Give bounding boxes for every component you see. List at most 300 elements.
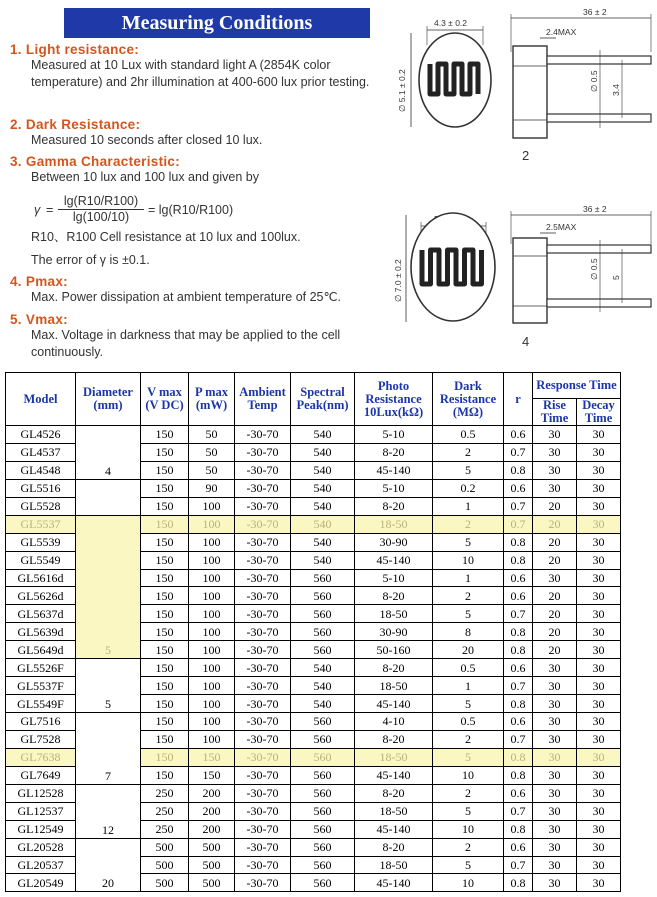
cell-diameter: 5	[76, 515, 141, 659]
cell-photo: 45-140	[355, 461, 433, 479]
header-model: Model	[6, 373, 76, 426]
header-dark-resistance: Dark Resistance (MΩ)	[433, 373, 504, 426]
cell-r: 0.8	[504, 874, 533, 892]
cell-photo: 18-50	[355, 677, 433, 695]
cell-rise: 20	[533, 587, 577, 605]
cell-pmax: 500	[189, 856, 235, 874]
cell-pmax: 100	[189, 695, 235, 713]
cell-photo: 45-140	[355, 766, 433, 784]
cell-photo: 5-10	[355, 569, 433, 587]
cell-r: 0.7	[504, 856, 533, 874]
cell-decay: 30	[577, 820, 621, 838]
formula-rhs: = lg(R10/R100)	[148, 203, 234, 217]
cell-dark: 5	[433, 533, 504, 551]
cell-ambient: -30-70	[235, 713, 291, 731]
cell-vmax: 150	[141, 748, 189, 766]
cell-pmax: 100	[189, 605, 235, 623]
cell-dark: 10	[433, 766, 504, 784]
cell-r: 0.8	[504, 551, 533, 569]
cell-model: GL5537F	[6, 677, 76, 695]
cell-pmax: 90	[189, 479, 235, 497]
cell-ambient: -30-70	[235, 533, 291, 551]
cell-dark: 10	[433, 820, 504, 838]
cell-pmax: 100	[189, 623, 235, 641]
fig2-lead-label: ∅ 0.5	[589, 70, 599, 92]
cell-rise: 30	[533, 730, 577, 748]
cell-rise: 20	[533, 551, 577, 569]
cell-vmax: 150	[141, 533, 189, 551]
cell-rise: 30	[533, 426, 577, 444]
cell-spectral: 540	[291, 497, 355, 515]
cell-spectral: 560	[291, 605, 355, 623]
cell-photo: 18-50	[355, 748, 433, 766]
cell-dark: 5	[433, 605, 504, 623]
cell-vmax: 150	[141, 515, 189, 533]
cell-pmax: 500	[189, 874, 235, 892]
condition-heading: Pmax:	[25, 274, 68, 289]
cell-ambient: -30-70	[235, 659, 291, 677]
cell-spectral: 560	[291, 874, 355, 892]
cell-ambient: -30-70	[235, 461, 291, 479]
cell-r: 0.6	[504, 587, 533, 605]
cell-spectral: 560	[291, 766, 355, 784]
cell-r: 0.8	[504, 623, 533, 641]
cell-rise: 30	[533, 766, 577, 784]
condition-body: Measured 10 seconds after closed 10 lux.	[31, 133, 263, 147]
cell-rise: 20	[533, 533, 577, 551]
cell-rise: 20	[533, 623, 577, 641]
gamma-notes: R10、R100 Cell resistance at 10 lux and 100lux. The error of γ is ±0.1.	[31, 230, 301, 267]
cell-r: 0.6	[504, 784, 533, 802]
fig2-max-label: 2.4MAX	[546, 27, 577, 37]
cell-vmax: 150	[141, 497, 189, 515]
cell-pmax: 100	[189, 641, 235, 659]
cell-vmax: 150	[141, 695, 189, 713]
cell-dark: 2	[433, 443, 504, 461]
cell-r: 0.8	[504, 748, 533, 766]
cell-decay: 30	[577, 587, 621, 605]
cell-dark: 2	[433, 587, 504, 605]
cell-dark: 5	[433, 802, 504, 820]
cell-ambient: -30-70	[235, 605, 291, 623]
cell-diameter: 12	[76, 784, 141, 838]
cell-r: 0.8	[504, 461, 533, 479]
cell-photo: 8-20	[355, 497, 433, 515]
cell-model: GL4548	[6, 461, 76, 479]
cell-r: 0.6	[504, 659, 533, 677]
cell-photo: 30-90	[355, 533, 433, 551]
cell-pmax: 150	[189, 748, 235, 766]
cell-diameter	[76, 479, 141, 515]
cell-spectral: 560	[291, 802, 355, 820]
cell-decay: 30	[577, 730, 621, 748]
cell-rise: 20	[533, 605, 577, 623]
cell-pmax: 100	[189, 713, 235, 731]
cell-decay: 30	[577, 533, 621, 551]
cell-dark: 2	[433, 730, 504, 748]
cell-dark: 2	[433, 784, 504, 802]
header-rise-time: Rise Time	[533, 399, 577, 426]
cell-decay: 30	[577, 659, 621, 677]
cell-rise: 30	[533, 461, 577, 479]
cell-r: 0.7	[504, 677, 533, 695]
cell-model: GL5516	[6, 479, 76, 497]
header-photo-resistance: Photo Resistance 10Lux(kΩ)	[355, 373, 433, 426]
condition-body: Max. Voltage in darkness that may be applied to the cell continuously.	[31, 328, 341, 359]
cell-photo: 18-50	[355, 605, 433, 623]
fig2-width-label: 4.3 ± 0.2	[434, 18, 468, 28]
cell-r: 0.8	[504, 641, 533, 659]
formula-denominator: lg(100/10)	[72, 210, 130, 224]
condition-light-resistance: 1. Light resistance: Measured at 10 Lux with standard light A (2854K color temperature) and 2hr illumination at 400-600 lux prior testing.	[10, 42, 400, 91]
cell-pmax: 100	[189, 497, 235, 515]
cell-dark: 0.5	[433, 713, 504, 731]
cell-model: GL5537	[6, 515, 76, 533]
cell-vmax: 150	[141, 766, 189, 784]
cell-model: GL7528	[6, 730, 76, 748]
cell-r: 0.6	[504, 838, 533, 856]
cell-spectral: 540	[291, 659, 355, 677]
formula-numerator: lg(R10/R100)	[58, 194, 144, 210]
cell-diameter: 4	[76, 426, 141, 480]
condition-gamma: 3. Gamma Characteristic: Between 10 lux and 100 lux and given by	[10, 154, 400, 186]
cell-r: 0.8	[504, 533, 533, 551]
cell-diameter: 20	[76, 838, 141, 892]
cell-pmax: 100	[189, 569, 235, 587]
cell-spectral: 540	[291, 426, 355, 444]
cell-ambient: -30-70	[235, 695, 291, 713]
figure-label-2: 2	[522, 148, 530, 163]
condition-body: Max. Power dissipation at ambient temperature of 25℃.	[31, 290, 342, 304]
cell-dark: 1	[433, 497, 504, 515]
cell-r: 0.7	[504, 443, 533, 461]
header-pmax: P max (mW)	[189, 373, 235, 426]
cell-spectral: 560	[291, 587, 355, 605]
cell-vmax: 150	[141, 677, 189, 695]
condition-body: Between 10 lux and 100 lux and given by	[31, 170, 259, 184]
cell-model: GL12528	[6, 784, 76, 802]
cell-spectral: 560	[291, 623, 355, 641]
cell-model: GL5526F	[6, 659, 76, 677]
fig4-diameter-label: ∅ 7.0 ± 0.2	[393, 259, 403, 302]
condition-body: Measured at 10 Lux with standard light A (2854K color temperature) and 2hr illumination at 400-600 lux prior testing.	[31, 58, 370, 89]
cell-photo: 45-140	[355, 695, 433, 713]
table-row	[6, 426, 621, 444]
cell-r: 0.7	[504, 802, 533, 820]
cell-rise: 30	[533, 838, 577, 856]
table-row	[6, 713, 621, 731]
cell-photo: 45-140	[355, 820, 433, 838]
spec-table	[5, 372, 621, 892]
table-row	[6, 515, 621, 533]
cell-model: GL5649d	[6, 641, 76, 659]
cell-dark: 0.5	[433, 659, 504, 677]
cell-rise: 30	[533, 802, 577, 820]
cell-dark: 20	[433, 641, 504, 659]
cell-r: 0.8	[504, 695, 533, 713]
cell-dark: 1	[433, 677, 504, 695]
cell-r: 0.8	[504, 766, 533, 784]
cell-ambient: -30-70	[235, 587, 291, 605]
cell-ambient: -30-70	[235, 515, 291, 533]
cell-pmax: 200	[189, 802, 235, 820]
cell-spectral: 540	[291, 677, 355, 695]
cell-model: GL5626d	[6, 587, 76, 605]
cell-spectral: 540	[291, 461, 355, 479]
condition-heading: Light resistance:	[25, 42, 140, 57]
cell-vmax: 150	[141, 426, 189, 444]
fig2-length-label: 36 ± 2	[583, 7, 607, 17]
cell-model: GL5549	[6, 551, 76, 569]
cell-decay: 30	[577, 623, 621, 641]
cell-dark: 10	[433, 551, 504, 569]
cell-pmax: 200	[189, 820, 235, 838]
cell-photo: 18-50	[355, 856, 433, 874]
header-vmax: V max (V DC)	[141, 373, 189, 426]
cell-spectral: 540	[291, 443, 355, 461]
cell-vmax: 150	[141, 479, 189, 497]
cell-pmax: 100	[189, 551, 235, 569]
cell-vmax: 150	[141, 659, 189, 677]
cell-model: GL4537	[6, 443, 76, 461]
cell-ambient: -30-70	[235, 820, 291, 838]
fig4-lead-label: ∅ 0.5	[589, 258, 599, 280]
cell-ambient: -30-70	[235, 623, 291, 641]
cell-vmax: 150	[141, 461, 189, 479]
table-row	[6, 784, 621, 802]
cell-rise: 30	[533, 784, 577, 802]
drawing-figure-2	[397, 7, 651, 138]
cell-decay: 30	[577, 497, 621, 515]
figure-label-4: 4	[522, 334, 530, 349]
cell-vmax: 500	[141, 874, 189, 892]
cell-ambient: -30-70	[235, 497, 291, 515]
fig4-length-label: 36 ± 2	[583, 204, 607, 214]
cell-pmax: 100	[189, 659, 235, 677]
cell-model: GL20528	[6, 838, 76, 856]
cell-model: GL20537	[6, 856, 76, 874]
cell-ambient: -30-70	[235, 784, 291, 802]
cell-ambient: -30-70	[235, 677, 291, 695]
cell-ambient: -30-70	[235, 479, 291, 497]
cell-diameter: 7	[76, 713, 141, 785]
cell-photo: 8-20	[355, 784, 433, 802]
header-spectral-peak: Spectral Peak(nm)	[291, 373, 355, 426]
cell-rise: 30	[533, 874, 577, 892]
fig4-max-label: 2.5MAX	[546, 222, 577, 232]
cell-rise: 20	[533, 641, 577, 659]
cell-dark: 5	[433, 748, 504, 766]
cell-photo: 30-90	[355, 623, 433, 641]
cell-rise: 30	[533, 659, 577, 677]
cell-vmax: 150	[141, 569, 189, 587]
cell-ambient: -30-70	[235, 874, 291, 892]
cell-pmax: 100	[189, 515, 235, 533]
cell-model: GL7649	[6, 766, 76, 784]
cell-pmax: 50	[189, 461, 235, 479]
cell-dark: 2	[433, 838, 504, 856]
cell-ambient: -30-70	[235, 748, 291, 766]
cell-decay: 30	[577, 677, 621, 695]
cell-pmax: 100	[189, 677, 235, 695]
cell-vmax: 150	[141, 730, 189, 748]
cell-decay: 30	[577, 569, 621, 587]
cell-ambient: -30-70	[235, 802, 291, 820]
cell-decay: 30	[577, 838, 621, 856]
cell-spectral: 560	[291, 730, 355, 748]
cell-model: GL5616d	[6, 569, 76, 587]
drawing-figure-4	[393, 204, 651, 323]
cell-rise: 30	[533, 695, 577, 713]
cell-spectral: 540	[291, 695, 355, 713]
fig2-diameter-label: ∅ 5.1 ± 0.2	[397, 69, 407, 112]
condition-heading: Vmax:	[25, 312, 68, 327]
cell-model: GL12549	[6, 820, 76, 838]
cell-vmax: 500	[141, 856, 189, 874]
cell-rise: 20	[533, 497, 577, 515]
cell-dark: 5	[433, 461, 504, 479]
cell-pmax: 100	[189, 730, 235, 748]
condition-vmax: 5. Vmax: Max. Voltage in darkness that may be applied to the cell continuously.	[10, 312, 400, 361]
fig2-pitch-label: 3.4	[611, 84, 621, 96]
cell-spectral: 540	[291, 479, 355, 497]
page-title: Measuring Conditions	[64, 8, 370, 38]
cell-r: 0.8	[504, 820, 533, 838]
cell-pmax: 500	[189, 838, 235, 856]
cell-spectral: 560	[291, 856, 355, 874]
cell-vmax: 150	[141, 605, 189, 623]
cell-spectral: 560	[291, 784, 355, 802]
cell-pmax: 100	[189, 587, 235, 605]
cell-dark: 0.5	[433, 426, 504, 444]
cell-ambient: -30-70	[235, 569, 291, 587]
condition-pmax: 4. Pmax: Max. Power dissipation at ambient temperature of 25℃.	[10, 274, 400, 306]
cell-vmax: 250	[141, 784, 189, 802]
fig4-pitch-label: 5	[611, 275, 621, 280]
cell-model: GL4526	[6, 426, 76, 444]
header-ambient-temp: Ambient Temp	[235, 373, 291, 426]
cell-decay: 30	[577, 874, 621, 892]
cell-decay: 30	[577, 748, 621, 766]
cell-decay: 30	[577, 802, 621, 820]
header-decay-time: Decay Time	[577, 399, 621, 426]
spec-table-body	[6, 426, 621, 892]
header-response-time: Response Time	[533, 373, 621, 399]
cell-dark: 0.2	[433, 479, 504, 497]
cell-dark: 10	[433, 874, 504, 892]
cell-dark: 8	[433, 623, 504, 641]
cell-vmax: 150	[141, 641, 189, 659]
cell-rise: 20	[533, 515, 577, 533]
cell-rise: 30	[533, 820, 577, 838]
cell-vmax: 150	[141, 623, 189, 641]
cell-rise: 30	[533, 569, 577, 587]
cell-dark: 2	[433, 515, 504, 533]
condition-heading: Gamma Characteristic:	[25, 154, 181, 169]
cell-r: 0.6	[504, 426, 533, 444]
cell-r: 0.6	[504, 479, 533, 497]
cell-pmax: 100	[189, 533, 235, 551]
cell-vmax: 500	[141, 838, 189, 856]
cell-decay: 30	[577, 461, 621, 479]
cell-decay: 30	[577, 605, 621, 623]
cell-dark: 1	[433, 569, 504, 587]
cell-spectral: 540	[291, 533, 355, 551]
cell-diameter: 5	[76, 659, 141, 713]
cell-decay: 30	[577, 784, 621, 802]
cell-photo: 18-50	[355, 515, 433, 533]
cell-ambient: -30-70	[235, 766, 291, 784]
header-gamma: r	[504, 373, 533, 426]
cell-model: GL5528	[6, 497, 76, 515]
cell-decay: 30	[577, 426, 621, 444]
cell-model: GL7638	[6, 748, 76, 766]
table-row	[6, 659, 621, 677]
cell-ambient: -30-70	[235, 443, 291, 461]
cell-vmax: 150	[141, 587, 189, 605]
cell-photo: 8-20	[355, 587, 433, 605]
cell-decay: 30	[577, 766, 621, 784]
cell-photo: 45-140	[355, 551, 433, 569]
cell-model: GL7516	[6, 713, 76, 731]
cell-r: 0.6	[504, 569, 533, 587]
cell-photo: 50-160	[355, 641, 433, 659]
cell-decay: 30	[577, 713, 621, 731]
cell-r: 0.7	[504, 730, 533, 748]
cell-r: 0.6	[504, 713, 533, 731]
cell-photo: 45-140	[355, 874, 433, 892]
cell-photo: 8-20	[355, 730, 433, 748]
cell-dark: 5	[433, 695, 504, 713]
cell-spectral: 560	[291, 713, 355, 731]
cell-photo: 18-50	[355, 802, 433, 820]
cell-vmax: 150	[141, 713, 189, 731]
cell-vmax: 250	[141, 802, 189, 820]
cell-spectral: 560	[291, 569, 355, 587]
cell-ambient: -30-70	[235, 730, 291, 748]
cell-spectral: 560	[291, 641, 355, 659]
cell-spectral: 560	[291, 820, 355, 838]
cell-decay: 30	[577, 695, 621, 713]
cell-ambient: -30-70	[235, 551, 291, 569]
cell-rise: 30	[533, 677, 577, 695]
cell-r: 0.7	[504, 497, 533, 515]
cell-vmax: 150	[141, 443, 189, 461]
cell-photo: 8-20	[355, 838, 433, 856]
cell-vmax: 150	[141, 551, 189, 569]
cell-vmax: 250	[141, 820, 189, 838]
cell-rise: 30	[533, 443, 577, 461]
cell-decay: 30	[577, 856, 621, 874]
cell-pmax: 200	[189, 784, 235, 802]
cell-decay: 30	[577, 641, 621, 659]
condition-heading: Dark Resistance:	[25, 117, 141, 132]
cell-model: GL12537	[6, 802, 76, 820]
cell-pmax: 150	[189, 766, 235, 784]
cell-decay: 30	[577, 551, 621, 569]
cell-ambient: -30-70	[235, 856, 291, 874]
condition-dark-resistance: 2. Dark Resistance: Measured 10 seconds after closed 10 lux.	[10, 117, 400, 149]
cell-model: GL5539	[6, 533, 76, 551]
cell-dark: 5	[433, 856, 504, 874]
cell-decay: 30	[577, 479, 621, 497]
cell-photo: 4-10	[355, 713, 433, 731]
cell-model: GL20549	[6, 874, 76, 892]
cell-model: GL5637d	[6, 605, 76, 623]
cell-rise: 30	[533, 748, 577, 766]
cell-decay: 30	[577, 443, 621, 461]
table-row	[6, 838, 621, 856]
